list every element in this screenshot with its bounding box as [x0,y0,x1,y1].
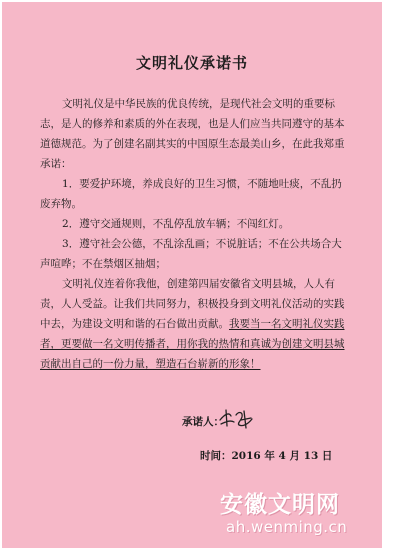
closing-text: 文明礼仪连着你我他，创建第四届安徽省文明县城，人人有责，人人受益。让我们共同努力，积极投身到文明礼仪活动的实践中去，为建设文明和谐的石台做出贡献。 [40,278,345,330]
handwritten-signature [217,406,255,432]
closing-paragraph [40,274,352,374]
closing-underlined-text: 我要当一名文明礼仪实践者，更要做一名文明传播者，用你我的热情和真诚为创建文明县城贡献出自己的一份力量，塑造石台崭新的形象！ [40,318,345,370]
document-title: 文明礼仪承诺书 [135,54,248,72]
commitment-item-3: 3．遵守社会公德，不乱涂乱画；不说脏话；不在公共场合大声喧哗；不在禁烟区抽烟； [40,238,342,270]
watermark-url: ah.wenming.cn [226,518,348,536]
date-line: 时间：2016 年 4 月 13 日 [200,450,333,462]
watermark-brand: 安徽文明网 [220,492,340,518]
commitment-item-2: 2．遵守交通规则，不乱停乱放车辆；不闯红灯。 [62,218,290,230]
intro-paragraph: 文明礼仪是中华民族的优良传统，是现代社会文明的重要标志，是人的修养和素质的外在表现，也是人们应当共同遵守的基本道德规范。为了创建名副其实的中国原生态最美山乡，在此我郑重承诺： [40,98,345,170]
commitment-letter-page [2,2,382,548]
document-body [40,94,352,374]
signer-label: 承诺人： [182,416,224,428]
commitment-item-1: 1．要爱护环境，养成良好的卫生习惯，不随地吐痰，不乱扔废弃物。 [40,178,342,210]
